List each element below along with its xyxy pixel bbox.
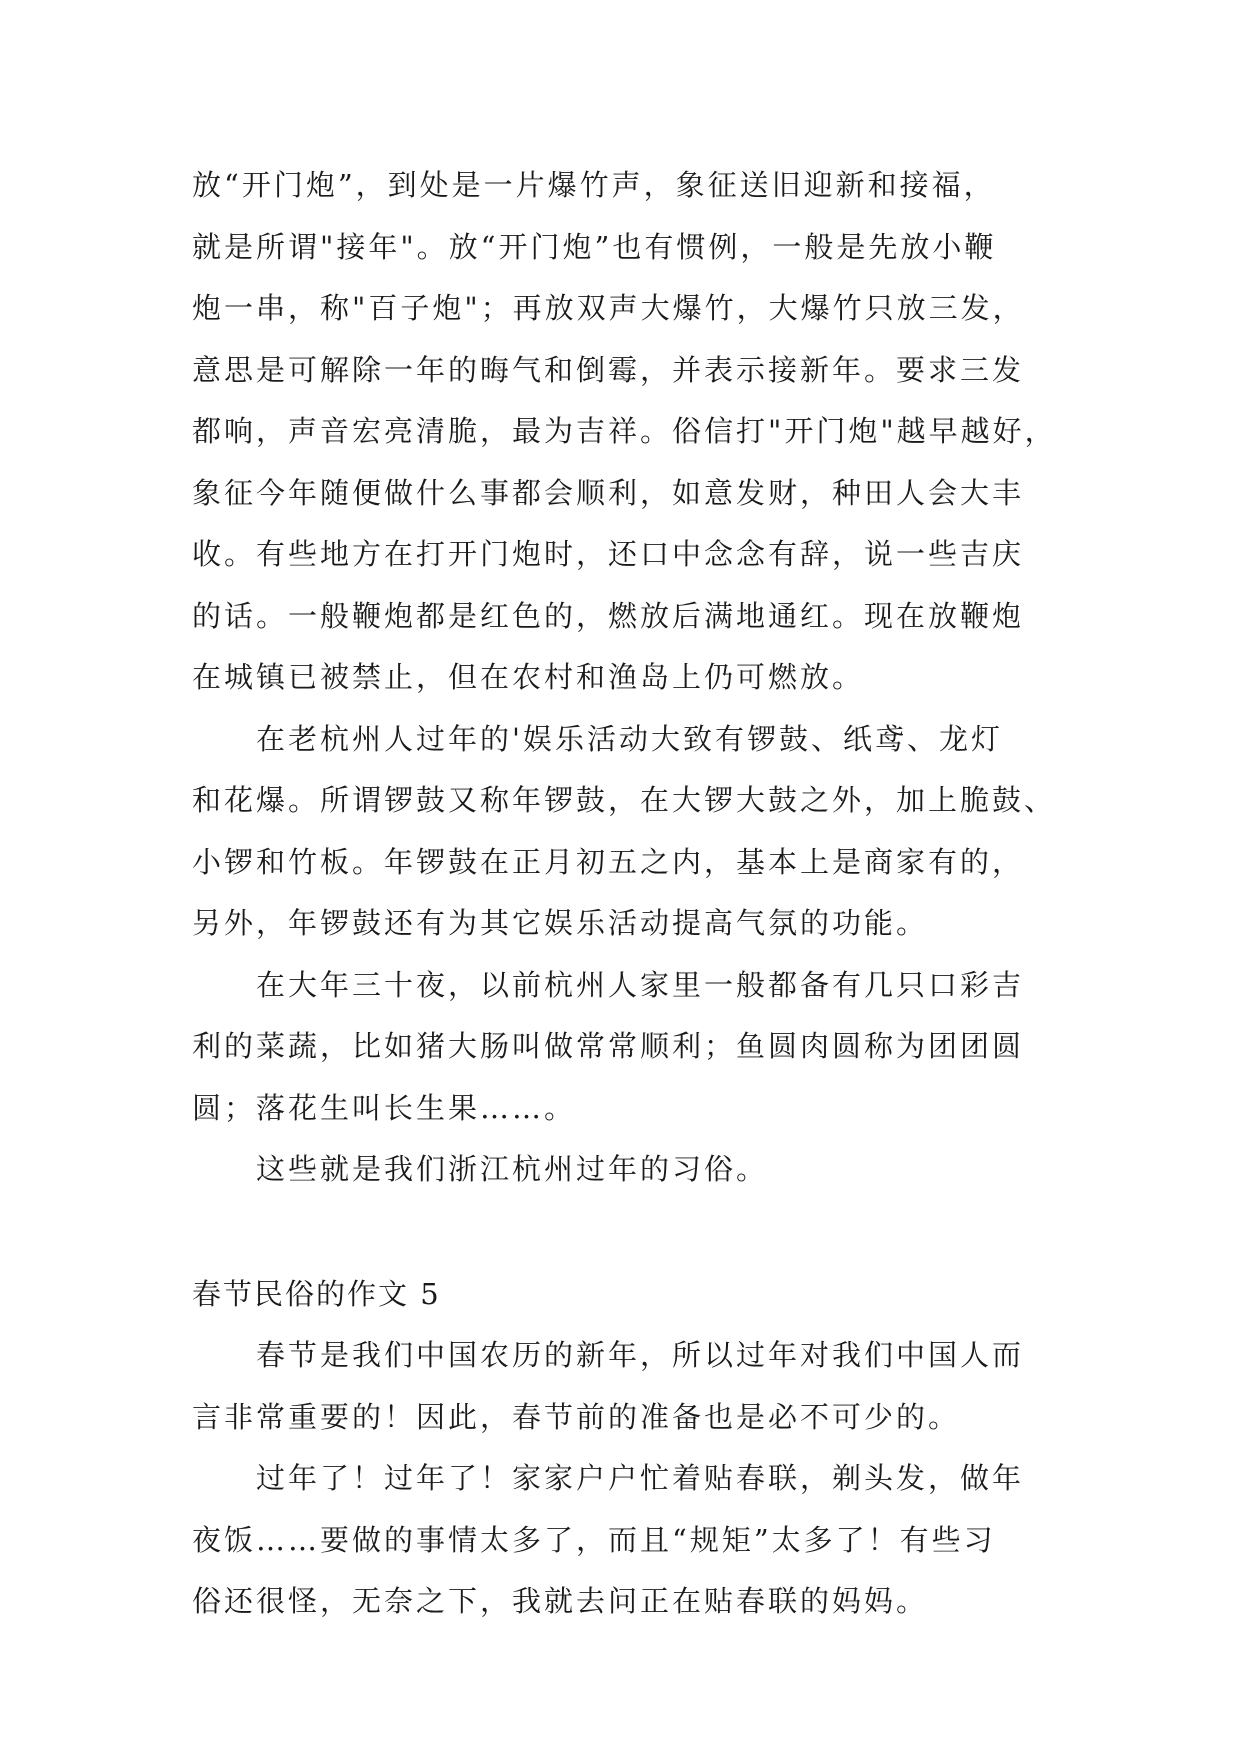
paragraph-conclusion xyxy=(192,1139,1072,1201)
text-line: 就是所谓"接年"。放“开门炮”也有惯例，一般是先放小鞭 xyxy=(192,229,997,264)
text-line: 象征今年随便做什么事都会顺利，如意发财，种田人会大丰 xyxy=(192,475,1025,510)
text-line: 都响，声音宏亮清脆，最为吉祥。俗信打"开门炮"越早越好， xyxy=(192,414,1057,448)
text-line: 俗还很怪，无奈之下，我就去问正在贴春联的妈妈。 xyxy=(192,1584,929,1618)
text-line: 夜饭……要做的事情太多了，而且“规矩”太多了！有些习 xyxy=(192,1522,996,1557)
text-line: 放“开门炮”，到处是一片爆竹声，象征送旧迎新和接福， xyxy=(192,168,996,202)
text-line: 圆；落花生叫长生果……。 xyxy=(192,1090,577,1125)
text-line: 在大年三十夜，以前杭州人家里一般都备有几只口彩吉 xyxy=(256,967,1025,1002)
document-page xyxy=(192,155,1072,1633)
text-line: 的话。一般鞭炮都是红色的，燃放后满地通红。现在放鞭炮 xyxy=(192,598,1025,633)
paragraph-new-year-eve xyxy=(192,955,1072,1140)
paragraph-entertainment xyxy=(192,709,1072,955)
paragraph-firecrackers xyxy=(192,155,1072,709)
text-line: 意思是可解除一年的晦气和倒霉，并表示接新年。要求三发 xyxy=(192,352,1025,387)
paragraph-essay5-body xyxy=(192,1448,1072,1633)
text-line: 过年了！过年了！家家户户忙着贴春联，剃头发，做年 xyxy=(256,1461,1025,1495)
text-line: 在城镇已被禁止，但在农村和渔岛上仍可燃放。 xyxy=(192,660,865,694)
essay-title: 春节民俗的作文 5 xyxy=(192,1276,441,1311)
text-line: 小锣和竹板。年锣鼓在正月初五之内，基本上是商家有的， xyxy=(192,844,1025,879)
text-line: 另外，年锣鼓还有为其它娱乐活动提高气氛的功能。 xyxy=(192,906,929,940)
text-line: 在老杭州人过年的'娱乐活动大致有锣鼓、纸鸢、龙灯 xyxy=(256,721,1003,756)
section-spacer xyxy=(192,1201,1072,1264)
text-line: 炮一串，称"百子炮"；再放双声大爆竹，大爆竹只放三发， xyxy=(192,291,1025,325)
text-line: 收。有些地方在打开门炮时，还口中念念有辞，说一些吉庆 xyxy=(192,537,1025,571)
text-line: 这些就是我们浙江杭州过年的习俗。 xyxy=(256,1152,769,1186)
text-line: 言非常重要的！因此，春节前的准备也是必不可少的。 xyxy=(192,1399,961,1434)
text-line: 和花爆。所谓锣鼓又称年锣鼓，在大锣大鼓之外，加上脆鼓、 xyxy=(192,783,1057,817)
paragraph-essay5-intro xyxy=(192,1325,1072,1448)
text-line: 春节是我们中国农历的新年，所以过年对我们中国人而 xyxy=(256,1338,1025,1372)
text-line: 利的菜蔬，比如猪大肠叫做常常顺利；鱼圆肉圆称为团团圆 xyxy=(192,1029,1025,1063)
